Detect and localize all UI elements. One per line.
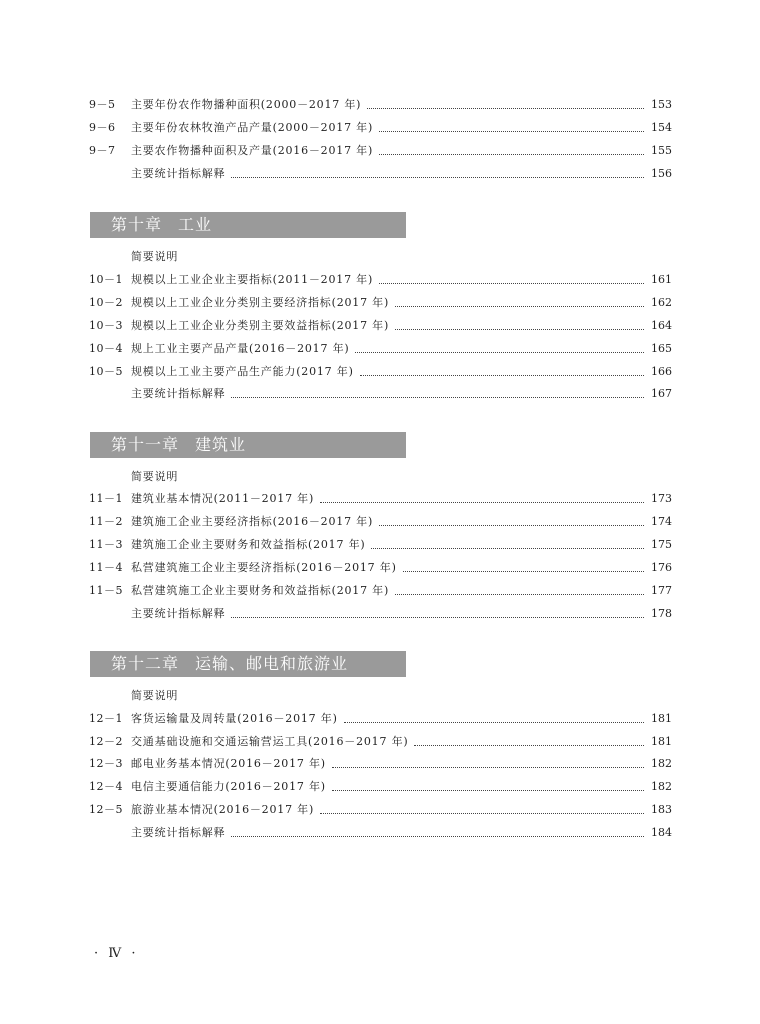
toc-entry[interactable]	[89, 604, 672, 624]
dot-leader	[231, 397, 644, 398]
dot-leader	[355, 352, 644, 353]
entry-title: 电信主要通信能力(2016－2017 年)	[131, 780, 326, 793]
entry-number: 11－2	[89, 515, 123, 528]
entry-number: 12－4	[89, 780, 123, 793]
entry-title: 主要统计指标解释	[131, 387, 226, 400]
entry-number: 10－4	[89, 342, 123, 355]
dot-leader	[395, 329, 644, 330]
dot-leader	[320, 502, 644, 503]
toc-entry[interactable]	[89, 316, 672, 336]
entry-number: 11－3	[89, 538, 123, 551]
entry-number: 10－3	[89, 319, 123, 332]
entry-title: 主要统计指标解释	[131, 607, 226, 620]
entry-number: 9－6	[89, 121, 116, 134]
entry-page: 153	[651, 98, 672, 111]
dot-leader	[344, 722, 644, 723]
entry-number: 12－5	[89, 803, 123, 816]
entry-title: 建筑业基本情况(2011－2017 年)	[131, 492, 315, 505]
toc-entry[interactable]	[89, 732, 672, 752]
dot-leader	[395, 306, 644, 307]
entry-page: 182	[651, 757, 672, 770]
dot-leader	[332, 790, 644, 791]
toc-entry[interactable]	[89, 362, 672, 382]
entry-number: 12－1	[89, 712, 123, 725]
entry-number: 11－5	[89, 584, 123, 597]
toc-entry[interactable]	[89, 339, 672, 359]
dot-leader	[414, 745, 644, 746]
toc-entry[interactable]	[89, 293, 672, 313]
chapter-banner	[90, 432, 406, 458]
chapter-intro[interactable]: 简要说明	[131, 470, 179, 483]
entry-page: 181	[651, 735, 672, 748]
page-folio: · Ⅳ ·	[94, 946, 139, 961]
entry-page: 181	[651, 712, 672, 725]
entry-title: 主要统计指标解释	[131, 826, 226, 839]
chapter-label: 第十章	[111, 215, 163, 234]
entry-number: 10－2	[89, 296, 123, 309]
entry-title: 建筑施工企业主要经济指标(2016－2017 年)	[131, 515, 374, 528]
toc-entry[interactable]	[89, 512, 672, 532]
entry-title: 客货运输量及周转量(2016－2017 年)	[131, 712, 338, 725]
entry-number: 12－2	[89, 735, 123, 748]
entry-page: 183	[651, 803, 672, 816]
toc-entry[interactable]	[89, 800, 672, 820]
entry-page: 167	[651, 387, 672, 400]
entry-page: 174	[651, 515, 672, 528]
entry-page: 166	[651, 365, 672, 378]
toc-entry[interactable]	[89, 118, 672, 138]
entry-number: 10－1	[89, 273, 123, 286]
entry-title: 主要统计指标解释	[131, 167, 226, 180]
entry-number: 11－1	[89, 492, 123, 505]
entry-title: 规模以上工业企业主要指标(2011－2017 年)	[131, 273, 374, 286]
toc-entry[interactable]	[89, 270, 672, 290]
chapter-label: 第十二章	[111, 654, 180, 673]
toc-entry[interactable]	[89, 164, 672, 184]
entry-page: 178	[651, 607, 672, 620]
entry-number: 12－3	[89, 757, 123, 770]
entry-title: 私营建筑施工企业主要经济指标(2016－2017 年)	[131, 561, 397, 574]
chapter-intro[interactable]: 简要说明	[131, 689, 179, 702]
entry-page: 155	[651, 144, 672, 157]
entry-page: 162	[651, 296, 672, 309]
toc-entry[interactable]	[89, 581, 672, 601]
dot-leader	[395, 594, 644, 595]
entry-page: 161	[651, 273, 672, 286]
dot-leader	[231, 617, 644, 618]
entry-page: 177	[651, 584, 672, 597]
entry-title: 邮电业务基本情况(2016－2017 年)	[131, 757, 326, 770]
dot-leader	[371, 548, 644, 549]
dot-leader	[231, 836, 644, 837]
chapter-banner	[90, 212, 406, 238]
toc-entry[interactable]	[89, 95, 672, 115]
entry-number: 10－5	[89, 365, 123, 378]
entry-title: 规上工业主要产品产量(2016－2017 年)	[131, 342, 350, 355]
dot-leader	[360, 375, 644, 376]
entry-title: 规模以上工业企业分类别主要经济指标(2017 年)	[131, 296, 390, 309]
entry-title: 主要年份农林牧渔产品产量(2000－2017 年)	[131, 121, 374, 134]
entry-page: 182	[651, 780, 672, 793]
entry-page: 165	[651, 342, 672, 355]
dot-leader	[332, 767, 644, 768]
toc-entry[interactable]	[89, 754, 672, 774]
chapter-label: 第十一章	[111, 435, 180, 454]
entry-title: 主要年份农作物播种面积(2000－2017 年)	[131, 98, 362, 111]
entry-number: 11－4	[89, 561, 123, 574]
chapter-title: 建筑业	[195, 435, 247, 454]
toc-entry[interactable]	[89, 384, 672, 404]
toc-entry[interactable]	[89, 535, 672, 555]
dot-leader	[367, 108, 644, 109]
dot-leader	[320, 813, 644, 814]
toc-entry[interactable]	[89, 709, 672, 729]
dot-leader	[379, 154, 644, 155]
entry-page: 184	[651, 826, 672, 839]
entry-number: 9－7	[89, 144, 116, 157]
entry-title: 私营建筑施工企业主要财务和效益指标(2017 年)	[131, 584, 390, 597]
chapter-banner	[90, 651, 406, 677]
toc-entry[interactable]	[89, 558, 672, 578]
entry-page: 156	[651, 167, 672, 180]
entry-title: 主要农作物播种面积及产量(2016－2017 年)	[131, 144, 374, 157]
entry-page: 176	[651, 561, 672, 574]
entry-title: 规模以上工业主要产品生产能力(2017 年)	[131, 365, 354, 378]
chapter-title: 工业	[178, 215, 213, 234]
toc-entry[interactable]	[89, 823, 672, 843]
toc-entry[interactable]	[89, 777, 672, 797]
dot-leader	[403, 571, 644, 572]
dot-leader	[379, 131, 644, 132]
dot-leader	[231, 177, 644, 178]
chapter-title: 运输、邮电和旅游业	[195, 654, 349, 673]
entry-page: 175	[651, 538, 672, 551]
entry-page: 154	[651, 121, 672, 134]
entry-number: 9－5	[89, 98, 116, 111]
toc-entry[interactable]	[89, 141, 672, 161]
dot-leader	[379, 283, 644, 284]
entry-title: 建筑施工企业主要财务和效益指标(2017 年)	[131, 538, 366, 551]
entry-title: 旅游业基本情况(2016－2017 年)	[131, 803, 315, 816]
chapter-intro[interactable]: 简要说明	[131, 250, 179, 263]
entry-title: 交通基础设施和交通运输营运工具(2016－2017 年)	[131, 735, 409, 748]
entry-page: 164	[651, 319, 672, 332]
entry-title: 规模以上工业企业分类别主要效益指标(2017 年)	[131, 319, 390, 332]
entry-page: 173	[651, 492, 672, 505]
dot-leader	[379, 525, 644, 526]
toc-entry[interactable]	[89, 489, 672, 509]
